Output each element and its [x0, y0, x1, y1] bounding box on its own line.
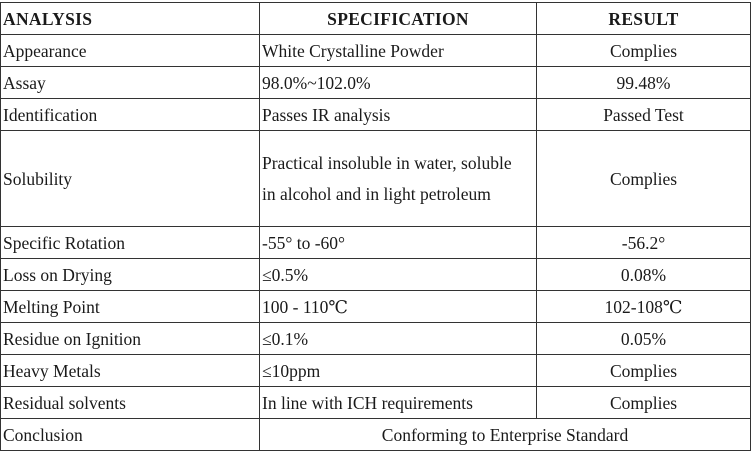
specification-cell: Passes IR analysis: [260, 99, 537, 131]
table-row: [1, 99, 751, 131]
analysis-cell: Residual solvents: [1, 387, 260, 419]
result-cell: 0.05%: [537, 323, 751, 355]
analysis-results-table: [0, 2, 751, 451]
result-cell: Passed Test: [537, 99, 751, 131]
specification-cell: White Crystalline Powder: [260, 35, 537, 67]
header-specification: SPECIFICATION: [260, 3, 537, 35]
specification-cell: -55° to -60°: [260, 227, 537, 259]
analysis-cell: Heavy Metals: [1, 355, 260, 387]
specification-cell: In line with ICH requirements: [260, 387, 537, 419]
specification-cell: ≤0.1%: [260, 323, 537, 355]
result-cell: Complies: [537, 131, 751, 227]
analysis-cell: Solubility: [1, 131, 260, 227]
specification-cell: ≤10ppm: [260, 355, 537, 387]
conclusion-row: [1, 419, 751, 451]
analysis-cell: Residue on Ignition: [1, 323, 260, 355]
specification-cell: 100 - 110℃: [260, 291, 537, 323]
table-row: [1, 291, 751, 323]
table-row: [1, 131, 751, 227]
header-result: RESULT: [537, 3, 751, 35]
result-cell: Complies: [537, 355, 751, 387]
analysis-cell: Assay: [1, 67, 260, 99]
table-header-row: [1, 3, 751, 35]
specification-cell: ≤0.5%: [260, 259, 537, 291]
conclusion-label: Conclusion: [1, 419, 260, 451]
analysis-cell: Identification: [1, 99, 260, 131]
table-row: [1, 227, 751, 259]
result-cell: 0.08%: [537, 259, 751, 291]
result-cell: Complies: [537, 387, 751, 419]
analysis-cell: Loss on Drying: [1, 259, 260, 291]
result-cell: 99.48%: [537, 67, 751, 99]
specification-cell: 98.0%~102.0%: [260, 67, 537, 99]
table-row: [1, 67, 751, 99]
analysis-cell: Appearance: [1, 35, 260, 67]
table-row: [1, 323, 751, 355]
table-row: [1, 355, 751, 387]
result-cell: Complies: [537, 35, 751, 67]
result-cell: -56.2°: [537, 227, 751, 259]
analysis-cell: Specific Rotation: [1, 227, 260, 259]
conclusion-value: Conforming to Enterprise Standard: [260, 419, 751, 451]
analysis-cell: Melting Point: [1, 291, 260, 323]
table-row: [1, 259, 751, 291]
table-row: [1, 387, 751, 419]
header-analysis: ANALYSIS: [1, 3, 260, 35]
result-cell: 102-108℃: [537, 291, 751, 323]
table-row: [1, 35, 751, 67]
specification-cell: Practical insoluble in water, soluble in alcohol and in light petroleum: [260, 131, 537, 227]
